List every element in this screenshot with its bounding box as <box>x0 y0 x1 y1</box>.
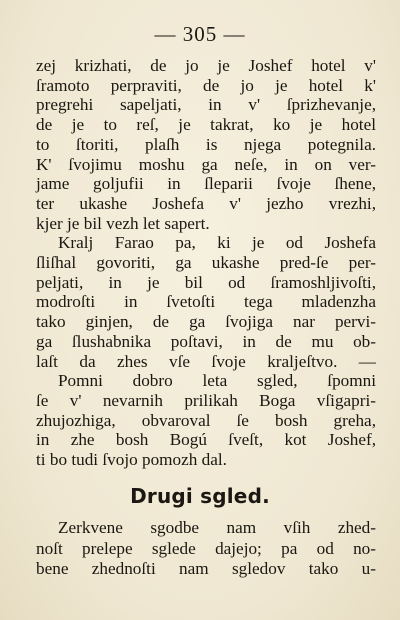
text-line: Pomni dobro leta sgled, ſpomni <box>58 371 376 391</box>
text-line: in zhe bosh Bogú ſveſt, kot Joshef, <box>36 430 376 450</box>
text-line: zej krizhati, de jo je Joshef hotel v' <box>36 56 376 75</box>
page-number: — 305 — <box>154 22 246 46</box>
paragraph-1 <box>36 56 376 233</box>
paragraph-2 <box>36 233 376 371</box>
text-line: ſramoto perpraviti, de jo je hotel k' <box>36 75 376 95</box>
main-text-block <box>36 56 376 470</box>
text-line: to ſtoriti, plaſh is njega potegnila. <box>36 134 376 154</box>
text-line: de je to reſ, je takrat, ko je hotel <box>36 115 376 135</box>
text-line: ga ſlushabnika poſtavi, in de mu ob- <box>36 331 376 351</box>
text-line: ter ukashe Joshefa v' jezho vrezhi, <box>36 193 376 213</box>
text-line: ti bo tudi ſvojo pomozh dal. <box>36 450 227 470</box>
text-line: jame goljufii in ſleparii ſvoje ſhene, <box>36 174 376 194</box>
text-line: peljati, in je bil od ſramoshljivoſti, <box>36 272 376 292</box>
paragraph-4 <box>36 518 376 580</box>
text-line: bene zhednoſti nam sgledov tako u- <box>36 559 376 578</box>
text-line: Kralj Farao pa, ki je od Joshefa <box>58 233 376 253</box>
text-line: Zerkvene sgodbe nam vſih zhed- <box>58 518 376 537</box>
text-line: kjer je bil vezh let sapert. <box>36 213 210 233</box>
text-line: laſt da zhes vſe ſvoje kraljeſtvo. — <box>36 351 376 371</box>
text-line: noſt prelepe sglede dajejo; pa od no- <box>36 538 376 558</box>
text-line: zhujozhiga, obvaroval ſe bosh greha, <box>36 410 376 430</box>
text-line: pregrehi sapeljati, in v' ſprizhevanje, <box>36 95 376 115</box>
section-heading: Drugi sgled. <box>130 484 270 508</box>
text-line: ſe v' nevarnih prilikah Boga vſigapri- <box>36 390 376 410</box>
paragraph-3 <box>36 371 376 470</box>
text-line: ſliſhal govoriti, ga ukashe pred-ſe per- <box>36 253 376 273</box>
text-line: modroſti in ſvetoſti tega mladenzha <box>36 292 376 312</box>
text-line: tako ginjen, de ga ſvojiga nar pervi- <box>36 312 376 332</box>
text-line: K' ſvojimu moshu ga neſe, in on ver- <box>36 154 376 174</box>
